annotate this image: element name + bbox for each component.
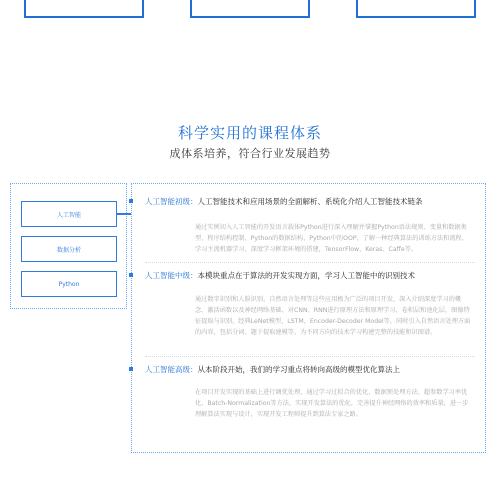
section-subtitle: 成体系培养，符合行业发展趋势 <box>169 147 331 160</box>
level-marker <box>129 199 133 203</box>
level-heading-basic <box>145 196 423 207</box>
level-summary: 人工智能技术和应用场景的全面解析、系统化介绍人工智能技术链条 <box>197 197 423 206</box>
nav-item-ai[interactable]: 人工智能 <box>21 201 117 227</box>
top-card-middle <box>190 0 310 18</box>
level-name: 人工智能初级： <box>145 197 198 206</box>
level-desc-advanced: 在项目开发实现的基础上进行调优处理，通过学习过拟合的优化、数据预处理方法、超参数学习率优化、Batch-Normalization等方法，实现开发算法的优化，完善提升神经网络的效率和质量，进一步理解算法实现与设计，实现开发工程师提升到算法专家之路。 <box>195 389 469 418</box>
level-name: 人工智能高级： <box>145 365 198 374</box>
nav-item-data-analysis[interactable]: 数据分析 <box>21 236 117 262</box>
nav-item-python[interactable]: Python <box>21 271 117 297</box>
divider <box>145 262 475 263</box>
level-summary: 本模块重点在于算法的开发实现方面，学习人工智能中的识别技术 <box>197 271 415 280</box>
nav-connector <box>117 213 131 215</box>
level-summary: 从本阶段开始，我们的学习重点将转向高级的模型优化算法上 <box>197 365 400 374</box>
level-marker <box>129 367 133 371</box>
level-name: 人工智能中级： <box>145 271 198 280</box>
level-heading-intermediate <box>145 270 415 281</box>
top-card-left <box>24 0 144 18</box>
level-heading-advanced <box>145 364 400 375</box>
level-marker <box>129 273 133 277</box>
level-desc-intermediate: 通过数字识别和人脸识别、自然语言处理等这些应用极为广泛的项目开发，深入介绍深度学习的概念、激活函数以及神经网络基础、对CNN、RNN进行原理方法和原理学习，卷积层和池化层，图像特征提取与识别，经典LeNet模型，LSTM，Encoder-Decoder Model等，同时引入自然语言处理方面的内容，包括分词、题于提取建模等，为不同方向的技术学习构建完整的技能和识图谱。 <box>195 296 471 336</box>
divider <box>145 356 475 357</box>
level-desc-basic: 通过实例切入人工智能的开发语言载体Python进行深入理解并掌握Python语法规则、变量和数据类型、程序结构控制、Python的数据结构、Python中的OOP、了解一种经典算法的训练方法和流程、学习主流机器学习、深度学习框架环境的搭建，TensorFlow、Keras、Caffe等。 <box>195 224 468 253</box>
top-card-right <box>356 0 476 18</box>
section-title: 科学实用的课程体系 <box>177 124 322 142</box>
